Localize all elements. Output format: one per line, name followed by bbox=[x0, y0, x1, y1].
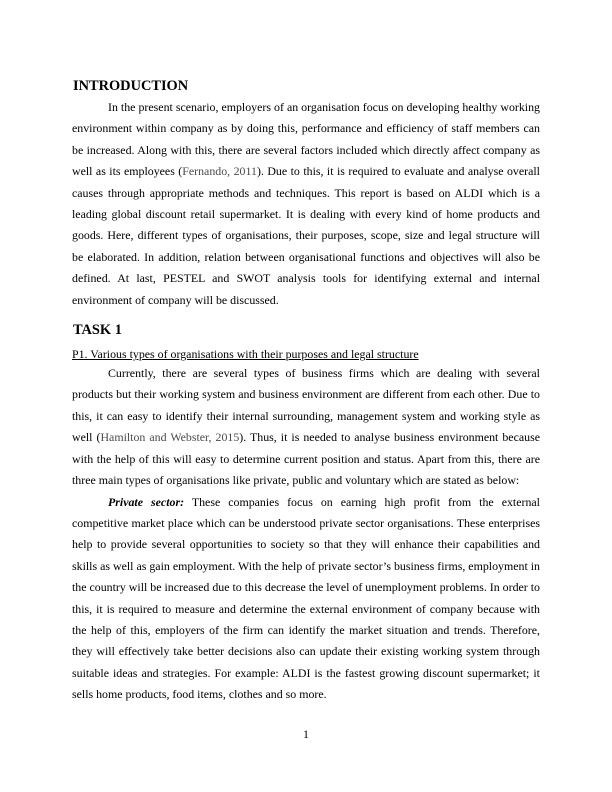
private-sector-text: These companies focus on earning high profit from the external competitive market place which can be understood private sector organisations. These enterprises help to provide several opportunities to society so that they will enhance their capabilities and skills as well as gain employment. With the help of private sector’s business firms, employment in the country will be increased due to this decrease the level of unemployment problems. In order to this, it is required to measure and determine the external environment of company because with the help of this, employers of the firm can identify the market situation and trends. Therefore, they will effectively take better decisions also can update their existing working system through suitable ideas and strategies. For example: ALDI is the fastest growing discount supermarket; it sells home products, food items, clothes and so more. bbox=[72, 494, 540, 702]
citation-hamilton-webster: Hamilton and Webster, 2015 bbox=[100, 430, 240, 445]
page-number: 1 bbox=[303, 727, 309, 741]
page-content bbox=[72, 76, 540, 706]
introduction-text-part-2: ). Due to this, it is required to evaluate and analyse overall causes through appropriate methods and techniques. This report is based on ALDI which is a leading global discount retail supermarket. It is dealing with every kind of home products and goods. Here, different types of organisations, their purposes, scope, size and legal structure will be elaborated. In addition, relation between organisational functions and objectives will also be defined. At last, PESTEL and SWOT analysis tools for identifying external and internal environment of company will be discussed. bbox=[72, 164, 540, 307]
introduction-text-part-1: In the present scenario, employers of an organisation focus on developing healthy working environment within company as by doing this, performance and efficiency of staff members can be increased. Along with this, there are several factors included which directly affect company as well as its employees ( bbox=[72, 100, 540, 179]
task1-heading: TASK 1 bbox=[73, 322, 122, 339]
citation-fernando: Fernando, 2011 bbox=[182, 164, 257, 179]
introduction-heading: INTRODUCTION bbox=[73, 78, 189, 94]
private-sector-term: Private sector: bbox=[108, 494, 185, 509]
task1-text-part-1: Currently, there are several types of business firms which are dealing with several products but their working system and business environment are different from each other. Due to this, it can easy to identify their internal surrounding, management system and working style as well ( bbox=[72, 366, 540, 445]
task1-subheading: P1. Various types of organisations with their purposes and legal structure bbox=[72, 347, 419, 362]
introduction-paragraph bbox=[72, 97, 540, 311]
task1-paragraph-1 bbox=[72, 363, 540, 491]
task1-paragraph-private-sector bbox=[72, 492, 540, 706]
task1-text-part-2: ). Thus, it is needed to analyse business environment because with the help of this will easy to determine current position and status. Apart from this, there are three main types of organisations like private, public and voluntary which are stated as below: bbox=[72, 430, 540, 488]
